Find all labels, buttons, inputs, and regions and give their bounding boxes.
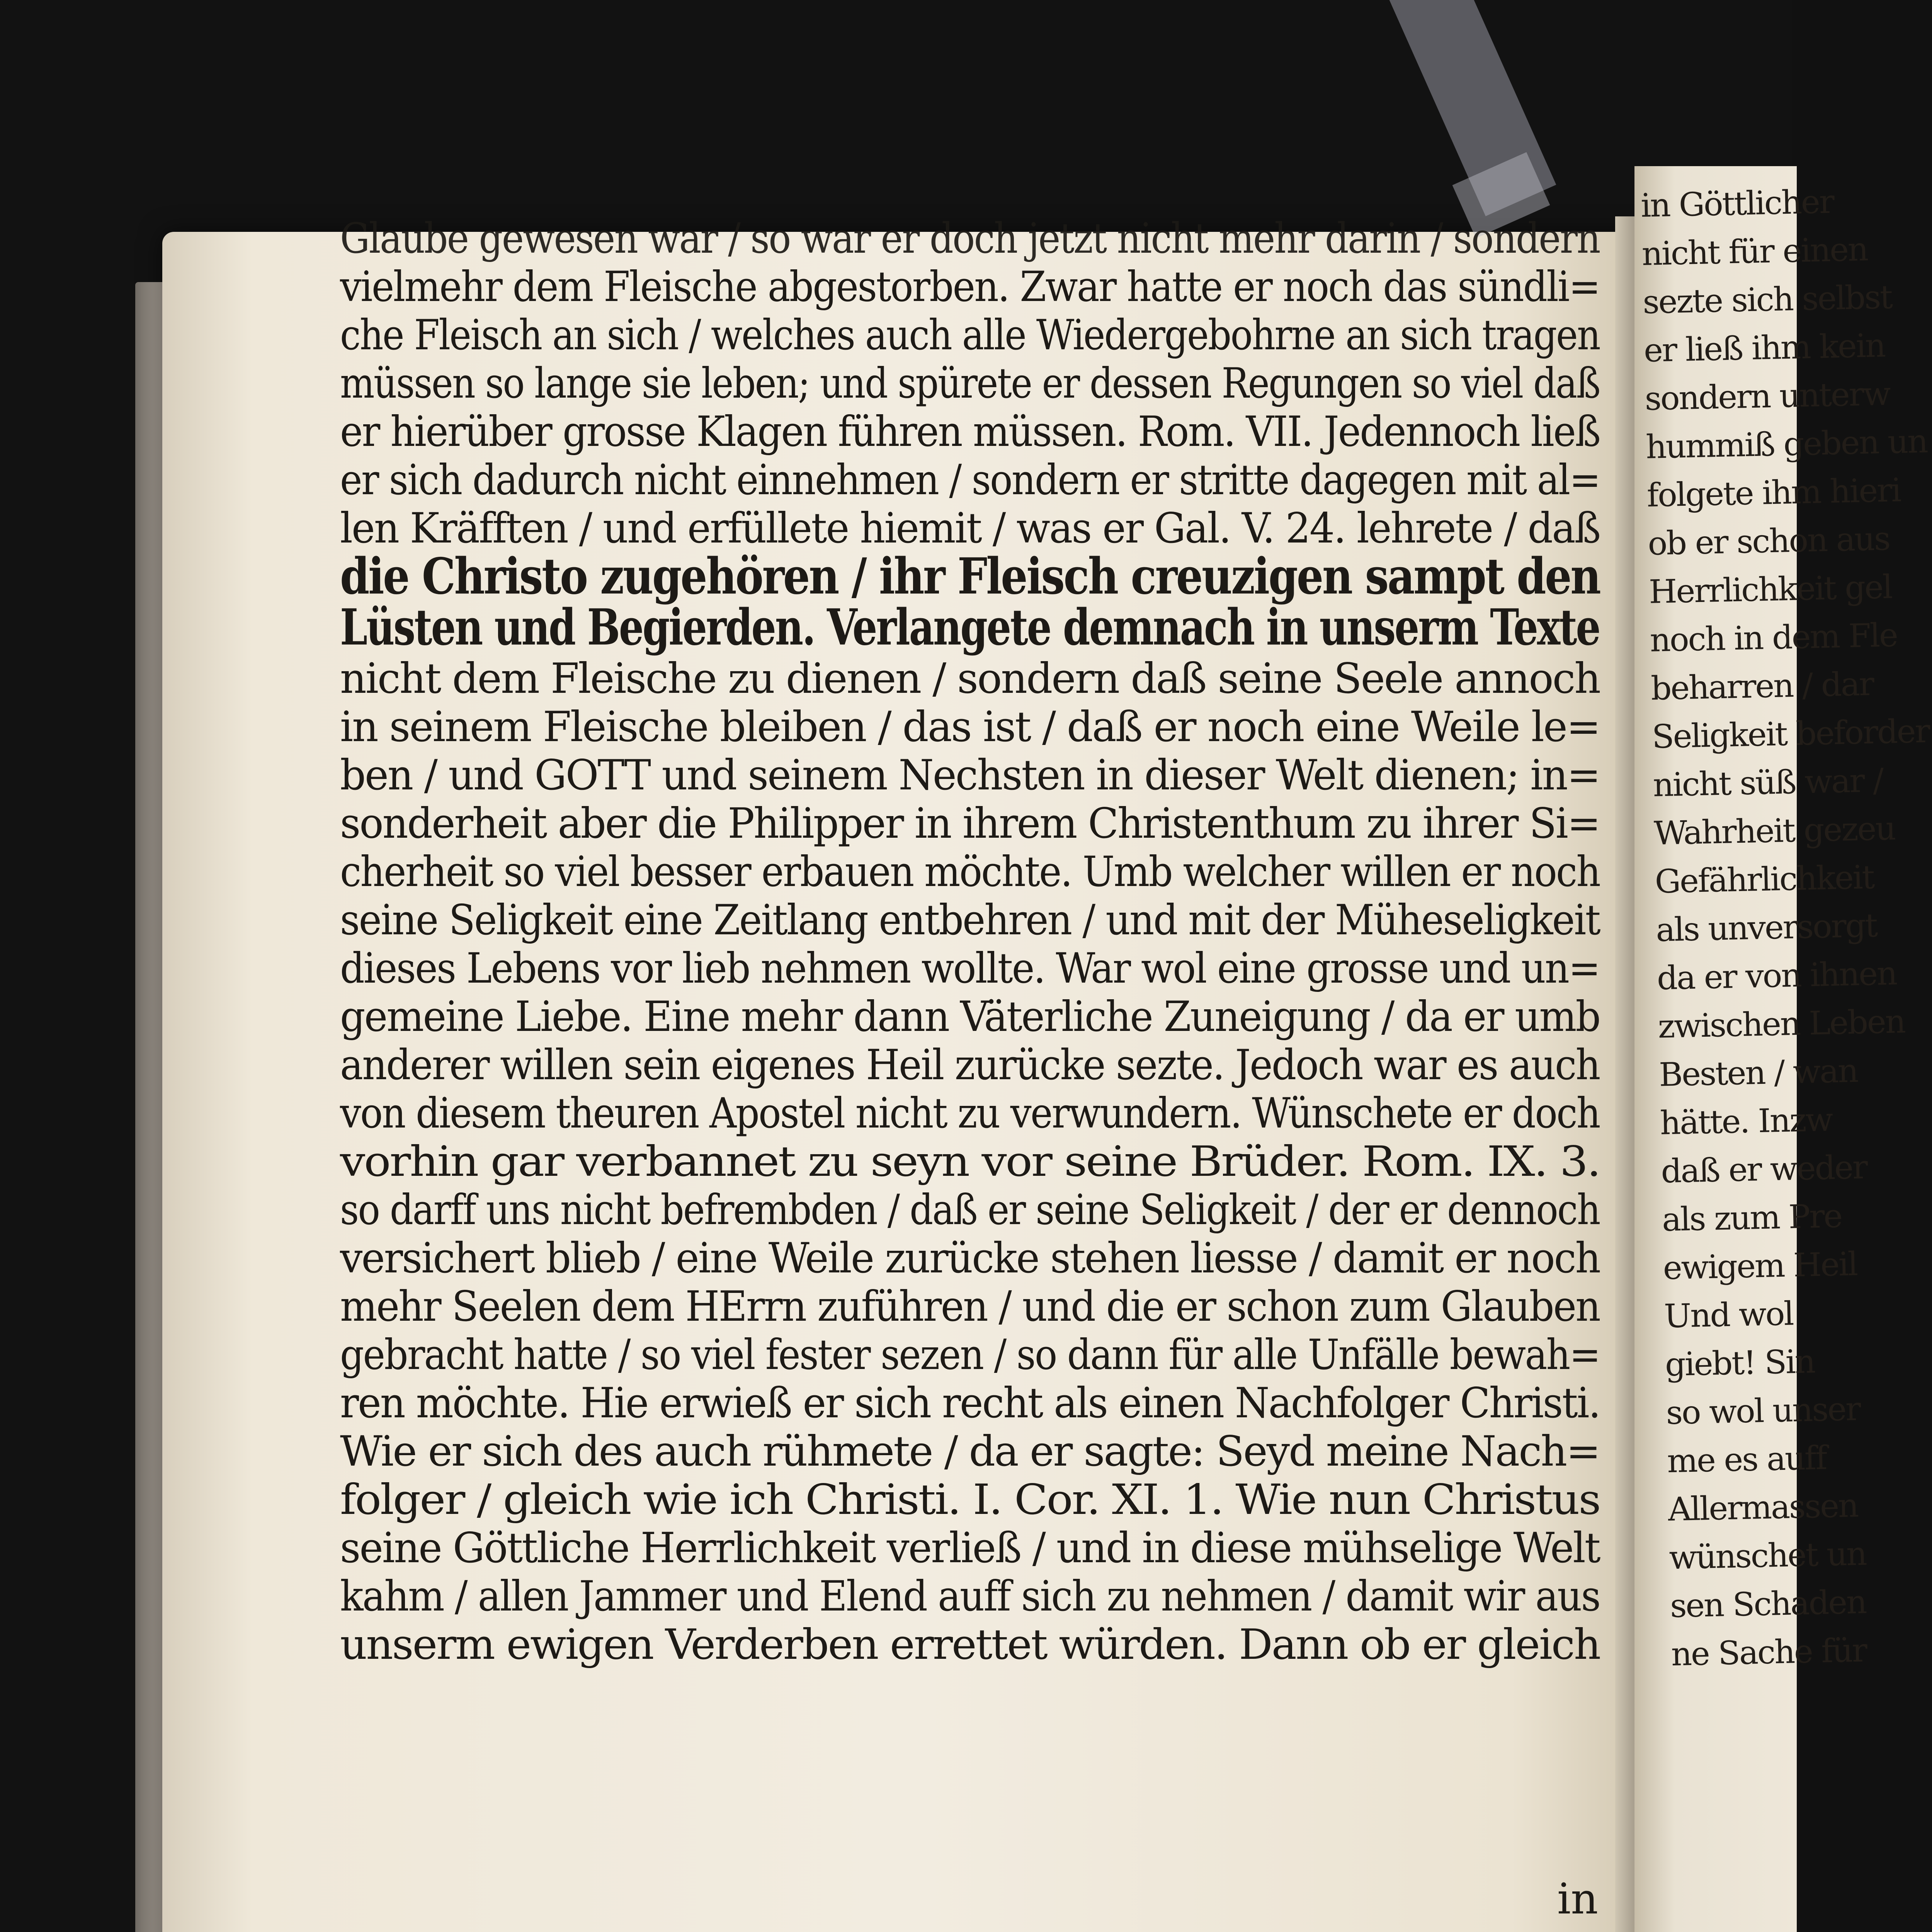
fragment-line: me es auff: [1667, 1439, 1827, 1480]
text-line: nicht dem Fleische zu dienen / sondern daß seine Seele annoch: [340, 655, 1600, 703]
text-line: in seinem Fleische bleiben / das ist / daß er noch eine Weile le=: [340, 703, 1600, 751]
text-line: Wie er sich des auch rühmete / da er sagte: Seyd meine Nach=: [340, 1427, 1600, 1476]
fragment-line: Und wol: [1663, 1294, 1794, 1335]
fragment-line: so wol unser: [1665, 1389, 1861, 1432]
catchword: in: [1557, 1874, 1599, 1923]
text-line: sonderheit aber die Philipper in ihrem Christenthum zu ihrer Si=: [340, 799, 1600, 848]
text-line: versichert blieb / eine Weile zurücke stehen liesse / damit er noch: [340, 1234, 1600, 1282]
left-page-text: [340, 214, 1600, 1669]
fragment-line: wünschet un: [1668, 1534, 1867, 1577]
text-line: vielmehr dem Fleische abgestorben. Zwar hatte er noch das sündli=: [340, 263, 1600, 311]
fragment-line: nicht für einen: [1641, 230, 1868, 273]
text-line: mehr Seelen dem HErrn zuführen / und die er schon zum Glauben: [340, 1282, 1600, 1331]
text-line: dieses Lebens vor lieb nehmen wollte. War wol eine grosse und un=: [340, 944, 1600, 993]
fragment-line: ewigem Heil: [1662, 1245, 1857, 1287]
text-line: vorhin gar verbannet zu seyn vor seine Brüder. Rom. IX. 3.: [340, 1138, 1600, 1186]
text-line-emphasis: Lüsten und Begierden. Verlangete demnach in unserm Texte: [340, 599, 1600, 656]
text-line: von diesem theuren Apostel nicht zu verwundern. Wünschete er doch: [340, 1089, 1600, 1138]
fragment-line: hummiß geben un: [1645, 422, 1928, 466]
fragment-line: Herrlichkeit gel: [1648, 568, 1892, 611]
text-line: cherheit so viel besser erbauen möchte. Umb welcher willen er noch: [340, 848, 1600, 896]
text-line: folger / gleich wie ich Christi. I. Cor. XI. 1. Wie nun Christus: [340, 1476, 1600, 1524]
fragment-line: beharren / dar: [1650, 665, 1874, 707]
text-line: che Fleisch an sich / welches auch alle Wiedergebohrne an sich tragen: [340, 311, 1600, 359]
text-line-emphasis: die Christo zugehören / ihr Fleisch creuzigen sampt den: [340, 548, 1600, 605]
fragment-line: nicht süß war /: [1652, 761, 1883, 804]
fragment-line: sondern unterw: [1644, 374, 1890, 418]
text-line: Glaube gewesen war / so war er doch jetzt nicht mehr darin / sondern: [340, 214, 1600, 263]
text-line: er hierüber grosse Klagen führen müssen. Rom. VII. Jedennoch ließ: [340, 408, 1600, 456]
fragment-line: daß er weder: [1660, 1148, 1867, 1190]
right-page-text-fragments: [1640, 179, 1930, 1679]
fragment-line: zwischen Leben: [1657, 1002, 1905, 1046]
fragment-line: hätte. Inzw: [1660, 1100, 1833, 1142]
fragment-line: folgete ihm hieri: [1646, 471, 1901, 514]
text-line: müssen so lange sie leben; und spürete er dessen Regungen so viel daß: [340, 359, 1600, 408]
text-line: ben / und GOTT und seinem Nechsten in dieser Welt dienen; in=: [340, 751, 1600, 799]
fragment-line: er ließ ihm kein: [1643, 326, 1885, 369]
text-line: so darff uns nicht befrembden / daß er seine Seligkeit / der er dennoch: [340, 1186, 1600, 1234]
fragment-line: Besten / wan: [1658, 1051, 1858, 1094]
fragment-line: Seligkeit beforder: [1651, 712, 1930, 756]
text-line: gemeine Liebe. Eine mehr dann Väterliche Zuneigung / da er umb: [340, 993, 1600, 1041]
fragment-line: als zum Pre: [1662, 1197, 1842, 1239]
text-line: len Kräfften / und erfüllete hiemit / was er Gal. V. 24. lehrete / daß: [340, 504, 1600, 553]
text-line: seine Seligkeit eine Zeitlang entbehren / und mit der Müheseligkeit: [340, 896, 1600, 944]
fragment-line: Wahrheit gezeu: [1653, 809, 1896, 852]
fragment-line: in Göttlicher: [1640, 182, 1834, 224]
fragment-line: giebt! Sin: [1665, 1342, 1815, 1384]
fragment-line: sen Schaden: [1670, 1583, 1867, 1625]
fragment-line: ob er schon aus: [1647, 519, 1890, 563]
fragment-line: Allermassen: [1667, 1486, 1858, 1529]
fragment-line: da er von ihnen: [1656, 954, 1897, 997]
fragment-line: ne Sache für: [1670, 1631, 1867, 1673]
fragment-line: als unversorgt: [1655, 906, 1878, 949]
text-line: kahm / allen Jammer und Elend auff sich zu nehmen / damit wir aus: [340, 1572, 1600, 1621]
fragment-line: noch in dem Fle: [1649, 616, 1898, 659]
text-line: gebracht hatte / so viel fester sezen / so dann für alle Unfälle bewah=: [340, 1331, 1600, 1379]
fragment-line: Gefährlichkeit: [1654, 858, 1874, 901]
fragment-line: sezte sich selbst: [1642, 278, 1892, 321]
text-line: er sich dadurch nicht einnehmen / sondern er stritte dagegen mit al=: [340, 456, 1600, 504]
text-line: seine Göttliche Herrlichkeit verließ / und in diese mühselige Welt: [340, 1524, 1600, 1572]
text-line: ren möchte. Hie erwieß er sich recht als einen Nachfolger Christi.: [340, 1379, 1600, 1427]
text-line: unserm ewigen Verderben errettet würden. Dann ob er gleich: [340, 1621, 1600, 1669]
text-line: anderer willen sein eigenes Heil zurücke sezte. Jedoch war es auch: [340, 1041, 1600, 1089]
